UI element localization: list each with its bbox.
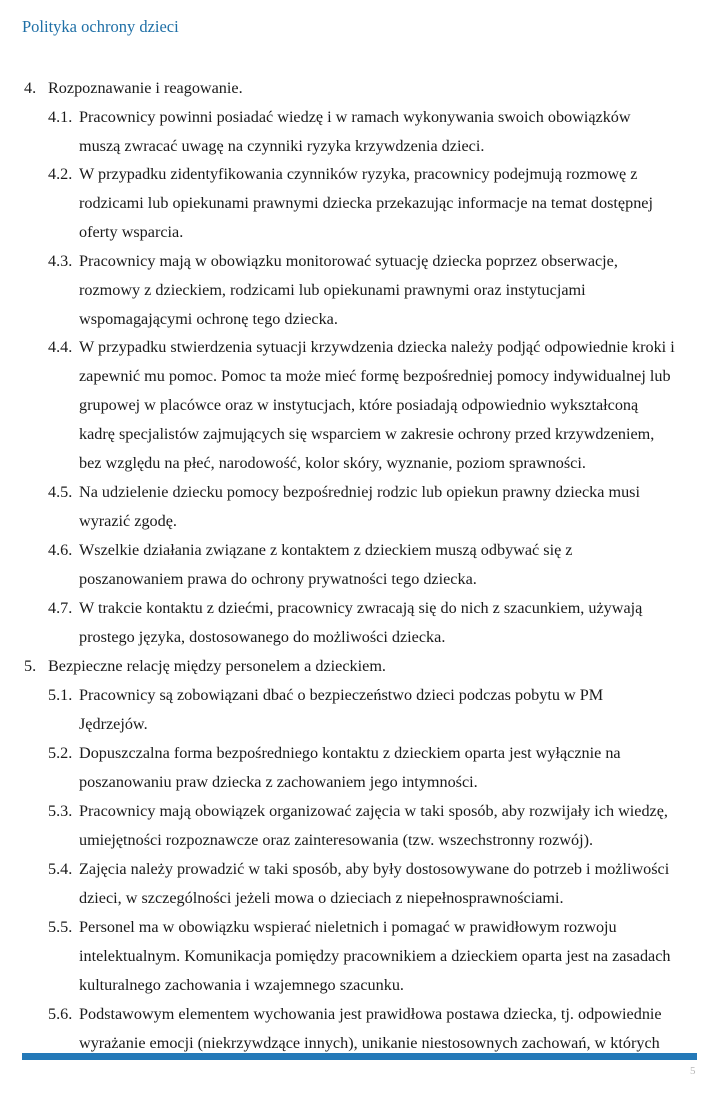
item-number: 5.3. bbox=[48, 802, 73, 820]
item-text-line: wyrazić zgodę. bbox=[79, 512, 177, 530]
item-text-line: wyrażanie emocji (niekrzywdzące innych), unikanie niestosownych zachowań, w których bbox=[79, 1034, 660, 1052]
item-text-line: grupowej w placówce oraz w instytucjach, które posiadają odpowiednio wykształconą bbox=[79, 396, 639, 414]
item-text-line: Pracownicy mają obowiązek organizować zajęcia w taki sposób, aby rozwijały ich wiedzę, bbox=[79, 802, 668, 820]
item-text-line: Wszelkie działania związane z kontaktem z dzieckiem muszą odbywać się z bbox=[79, 541, 573, 559]
item-text-line: Jędrzejów. bbox=[79, 715, 148, 733]
item-number: 4.3. bbox=[48, 252, 73, 270]
item-number: 4.5. bbox=[48, 483, 73, 501]
item-number: 5.4. bbox=[48, 860, 73, 878]
page-header-title: Polityka ochrony dzieci bbox=[22, 17, 179, 36]
page-number: 5 bbox=[690, 1065, 696, 1077]
item-number: 5.2. bbox=[48, 744, 73, 762]
item-number: 4.4. bbox=[48, 338, 73, 356]
item-text-line: W trakcie kontaktu z dziećmi, pracownicy zwracają się do nich z szacunkiem, używają bbox=[79, 599, 643, 617]
item-text-line: rodzicami lub opiekunami prawnymi dziecka przekazując informacje na temat dostępnej bbox=[79, 194, 653, 212]
item-text-line: Pracownicy powinni posiadać wiedzę i w ramach wykonywania swoich obowiązków bbox=[79, 108, 631, 126]
item-text-line: poszanowaniem prawa do ochrony prywatności tego dziecka. bbox=[79, 570, 477, 588]
item-text-line: Pracownicy mają w obowiązku monitorować sytuację dziecka poprzez obserwacje, bbox=[79, 252, 618, 270]
item-text-line: umiejętności rozpoznawcze oraz zainteresowania (tzw. wszechstronny rozwój). bbox=[79, 831, 594, 849]
item-text-line: W przypadku stwierdzenia sytuacji krzywdzenia dziecka należy podjąć odpowiednie kroki i bbox=[79, 338, 675, 356]
item-text-line: bez względu na płeć, narodowość, kolor skóry, wyznanie, poziom sprawności. bbox=[79, 454, 586, 472]
item-text-line: oferty wsparcia. bbox=[79, 223, 184, 241]
item-text-line: Personel ma w obowiązku wspierać nieletnich i pomagać w prawidłowym rozwoju bbox=[79, 918, 617, 936]
section-number: 4. bbox=[24, 79, 37, 97]
item-number: 4.1. bbox=[48, 108, 73, 126]
item-text-line: dzieci, w szczególności jeżeli mowa o dzieciach z niepełnosprawnościami. bbox=[79, 889, 564, 907]
item-text-line: wspomagającymi ochronę tego dziecka. bbox=[79, 310, 338, 328]
item-text-line: Zajęcia należy prowadzić w taki sposób, aby były dostosowywane do potrzeb i możliwości bbox=[79, 860, 670, 878]
item-text-line: prostego języka, dostosowanego do możliwości dziecka. bbox=[79, 628, 446, 646]
item-number: 4.2. bbox=[48, 165, 73, 183]
section-heading: Rozpoznawanie i reagowanie. bbox=[48, 79, 243, 97]
footer-bar bbox=[22, 1053, 697, 1060]
item-text-line: Dopuszczalna forma bezpośredniego kontaktu z dzieckiem oparta jest wyłącznie na bbox=[79, 744, 621, 762]
item-text-line: muszą zwracać uwagę na czynniki ryzyka krzywdzenia dzieci. bbox=[79, 137, 485, 155]
item-number: 4.7. bbox=[48, 599, 73, 617]
item-number: 5.1. bbox=[48, 686, 73, 704]
item-number: 5.6. bbox=[48, 1005, 73, 1023]
item-text-line: kadrę specjalistów zajmujących się wsparciem w zakresie ochrony przed krzywdzeniem, bbox=[79, 425, 655, 443]
item-text-line: Podstawowym elementem wychowania jest prawidłowa postawa dziecka, tj. odpowiednie bbox=[79, 1005, 662, 1023]
item-text-line: poszanowaniu praw dziecka z zachowaniem jego intymności. bbox=[79, 773, 478, 791]
item-text-line: W przypadku zidentyfikowania czynników ryzyka, pracownicy podejmują rozmowę z bbox=[79, 165, 638, 183]
item-number: 5.5. bbox=[48, 918, 73, 936]
item-text-line: Na udzielenie dziecku pomocy bezpośredniej rodzic lub opiekun prawny dziecka musi bbox=[79, 483, 640, 501]
item-text-line: kulturalnego zachowania i wzajemnego szacunku. bbox=[79, 976, 404, 994]
item-number: 4.6. bbox=[48, 541, 73, 559]
item-text-line: Pracownicy są zobowiązani dbać o bezpieczeństwo dzieci podczas pobytu w PM bbox=[79, 686, 604, 704]
item-text-line: intelektualnym. Komunikacja pomiędzy pracownikiem a dzieckiem oparta jest na zasadach bbox=[79, 947, 671, 965]
item-text-line: zapewnić mu pomoc. Pomoc ta może mieć formę bezpośredniej pomocy indywidualnej lub bbox=[79, 367, 671, 385]
section-heading: Bezpieczne relację między personelem a dzieckiem. bbox=[48, 657, 386, 675]
item-text-line: rozmowy z dzieckiem, rodzicami lub opiekunami prawnymi oraz instytucjami bbox=[79, 281, 586, 299]
section-number: 5. bbox=[24, 657, 37, 675]
